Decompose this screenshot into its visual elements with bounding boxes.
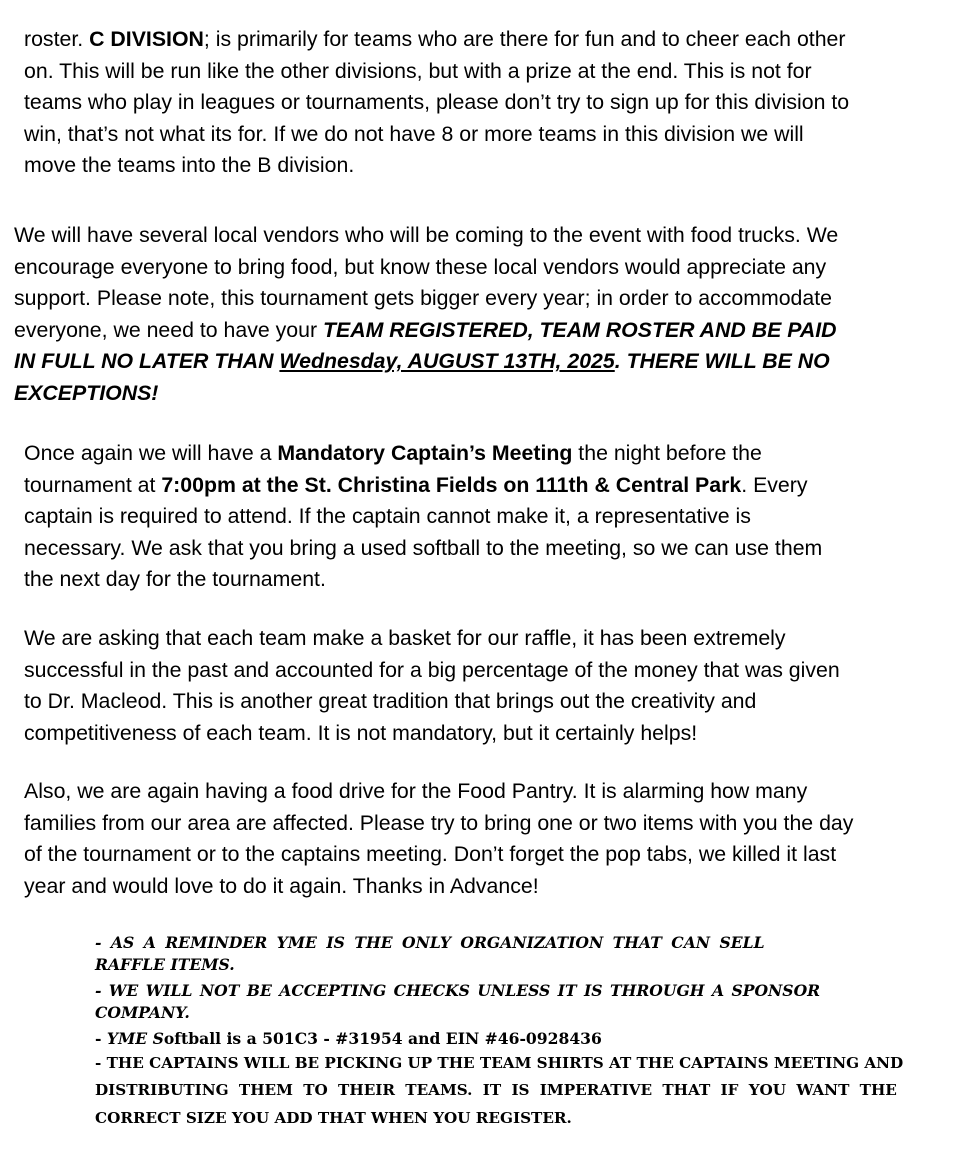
text-line: of the tournament or to the captains meeting. Don’t forget the pop tabs, we killed it last — [24, 842, 837, 867]
text-run: roster. — [24, 27, 90, 51]
text-line: the next day for the tournament. — [24, 567, 326, 592]
deadline-emphasis: EXCEPTIONS! — [14, 380, 159, 405]
text-line: competitiveness of each team. It is not mandatory, but it certainly helps! — [24, 720, 698, 745]
deadline-emphasis: IN FULL NO LATER THAN — [14, 349, 280, 374]
text-run: the night before the — [572, 441, 762, 465]
text-line — [24, 438, 822, 470]
text-line: necessary. We ask that you bring a used softball to the meeting, so we can use them — [24, 535, 823, 560]
text-line: families from our area are affected. Please try to bring one or two items with you the day — [24, 810, 854, 835]
paragraph-raffle — [24, 623, 840, 749]
text-run: YME S — [106, 1029, 164, 1048]
deadline-emphasis: TEAM REGISTERED, TEAM ROSTER AND BE PAID — [323, 317, 837, 342]
text-run: . Every — [741, 472, 808, 497]
meeting-title: Mandatory Captain’s Meeting — [277, 441, 573, 465]
note-team-shirts: - THE CAPTAINS WILL BE PICKING UP THE TEAM SHIRTS AT THE CAPTAINS MEETING AND — [95, 1054, 904, 1072]
paragraph-c-division — [24, 24, 849, 182]
text-line: year and would love to do it again. Thanks in Advance! — [24, 873, 539, 898]
note-raffle-reminder-cont: RAFFLE ITEMS. — [95, 955, 235, 974]
text-line: move the teams into the B division. — [24, 153, 355, 178]
text-line: teams who play in leagues or tournaments, please don’t try to sign up for this division to — [24, 90, 850, 115]
paragraph-food-drive — [24, 776, 853, 902]
text-run: Once again we will have a — [24, 441, 278, 465]
note-501c3 — [95, 1027, 915, 1051]
note-checks: - WE WILL NOT BE ACCEPTING CHECKS UNLESS IT IS THROUGH A SPONSOR — [95, 981, 821, 1000]
text-line: Also, we are again having a food drive for the Food Pantry. It is alarming how many — [24, 779, 808, 803]
text-line: on. This will be run like the other divisions, but with a prize at the end. This is not for — [24, 58, 812, 83]
deadline-date: Wednesday, AUGUST 13TH, 2025 — [279, 349, 615, 374]
text-run: tournament at — [24, 472, 162, 497]
text-line: win, that’s not what its for. If we do not have 8 or more teams in this division we will — [24, 121, 804, 146]
paragraph-captains-meeting — [24, 438, 822, 596]
text-line: encourage everyone to bring food, but know these local vendors would appreciate any — [14, 254, 827, 279]
note-raffle-reminder: - AS A REMINDER YME IS THE ONLY ORGANIZATION THAT CAN SELL — [95, 933, 765, 952]
c-division-label: C DIVISION — [89, 27, 204, 51]
deadline-emphasis: . THERE WILL BE NO — [614, 349, 830, 374]
text-line: support. Please note, this tournament gets bigger every year; in order to accommodate — [14, 286, 833, 311]
text-line: to Dr. Macleod. This is another great tradition that brings out the creativity and — [24, 689, 757, 714]
paragraph-vendors — [14, 220, 838, 410]
text-line — [14, 346, 838, 378]
text-line: captain is required to attend. If the captain cannot make it, a representative is — [24, 504, 751, 529]
note-team-shirts-cont: DISTRIBUTING THEM TO THEIR TEAMS. IT IS IMPERATIVE THAT IF YOU WANT THE — [95, 1081, 897, 1099]
text-line — [14, 315, 838, 347]
note-team-shirts-cont: CORRECT SIZE YOU ADD THAT WHEN YOU REGISTER. — [95, 1109, 572, 1127]
text-run: ; is primarily for teams who are there for fun and to cheer each other — [203, 27, 846, 51]
meeting-time-location: 7:00pm at the St. Christina Fields on 111th & Central Park — [161, 472, 742, 497]
text-run: everyone, we need to have your — [14, 317, 324, 342]
text-line — [24, 470, 822, 502]
note-checks-cont: COMPANY. — [95, 1003, 190, 1022]
text-run: - — [95, 1029, 107, 1048]
text-line: We will have several local vendors who will be coming to the event with food trucks. We — [14, 223, 839, 247]
text-line: successful in the past and accounted for a big percentage of the money that was given — [24, 657, 840, 682]
text-line — [24, 24, 849, 56]
notes-list — [95, 931, 915, 1130]
text-line: We are asking that each team make a basket for our raffle, it has been extremely — [24, 626, 786, 650]
text-run: oftball is a 501C3 - #31954 and EIN #46-0928436 — [163, 1029, 602, 1048]
